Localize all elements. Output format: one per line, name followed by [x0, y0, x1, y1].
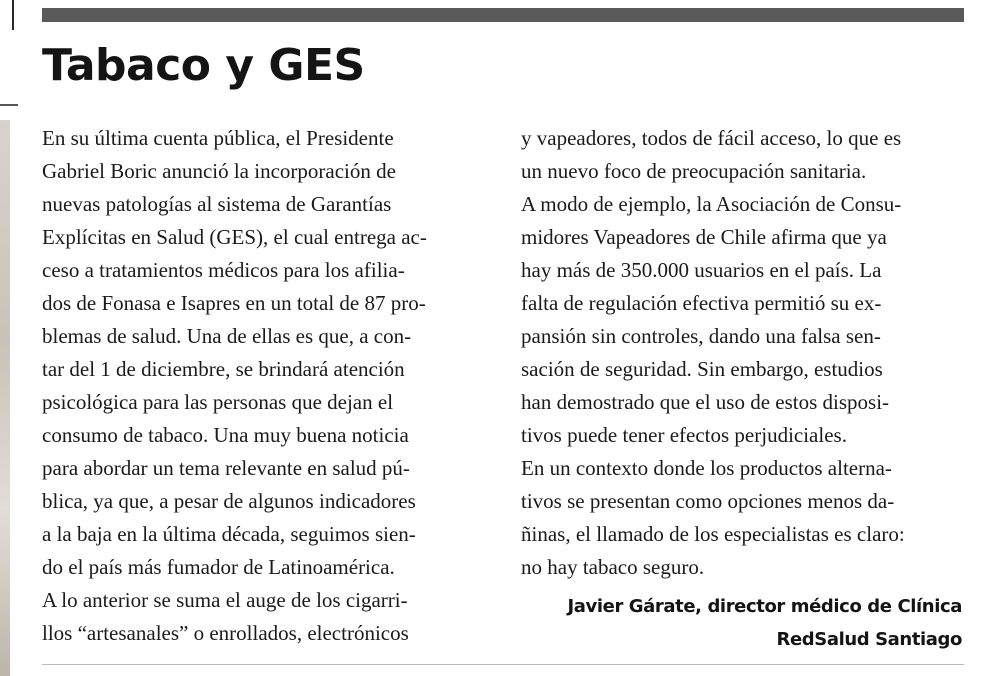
section-top-bar — [42, 8, 964, 22]
article-column-right — [521, 122, 967, 584]
article-text-line: y vapeadores, todos de fácil acceso, lo que es — [521, 126, 902, 150]
article-text-line: A lo anterior se suma el auge de los cigarri- — [42, 588, 408, 612]
adjacent-rule-vertical — [12, 0, 14, 30]
article-text-line: no hay tabaco seguro. — [521, 555, 705, 579]
article-text-line: ñinas, el llamado de los especialistas es claro: — [521, 522, 905, 546]
article-text-line: psicológica para las personas que dejan el — [42, 390, 394, 414]
article-column-left — [42, 122, 482, 650]
author-signature-line2: RedSalud Santiago — [776, 629, 962, 650]
article-text-line: Gabriel Boric anunció la incorporación de — [42, 159, 396, 183]
article-text-line: falta de regulación efectiva permitió su ex- — [521, 291, 882, 315]
article-headline: Tabaco y GES — [42, 40, 365, 91]
adjacent-rule-horizontal — [0, 104, 18, 106]
bottom-rule — [42, 664, 964, 665]
article-text-line: tivos puede tener efectos perjudiciales. — [521, 423, 847, 447]
article-text-line: ceso a tratamientos médicos para los afilia- — [42, 258, 405, 282]
article-text-line: En un contexto donde los productos alterna- — [521, 456, 892, 480]
article-text-line: consumo de tabaco. Una muy buena noticia — [42, 423, 409, 447]
article-text-line: nuevas patologías al sistema de Garantías — [42, 192, 392, 216]
article-text-line: dos de Fonasa e Isapres en un total de 87 pro- — [42, 291, 426, 315]
article-text-line: hay más de 350.000 usuarios en el país. La — [521, 258, 882, 282]
article-text-line: tivos se presentan como opciones menos da- — [521, 489, 895, 513]
article-text-line: A modo de ejemplo, la Asociación de Consu- — [521, 192, 902, 216]
article-text-line: sación de seguridad. Sin embargo, estudios — [521, 357, 883, 381]
article-text-line: han demostrado que el uso de estos disposi- — [521, 390, 890, 414]
article-text-line: blemas de salud. Una de ellas es que, a con- — [42, 324, 412, 348]
article-text-line: tar del 1 de diciembre, se brindará atención — [42, 357, 405, 381]
article-text-line: do el país más fumador de Latinoamérica. — [42, 555, 395, 579]
author-signature-line1: Javier Gárate, director médico de Clínica — [567, 596, 962, 617]
article-text-line: un nuevo foco de preocupación sanitaria. — [521, 159, 867, 183]
article-text-line: midores Vapeadores de Chile afirma que ya — [521, 225, 887, 249]
article-text-line: llos “artesanales” o enrollados, electrónicos — [42, 621, 409, 645]
adjacent-photo-fragment — [0, 120, 10, 676]
article-text-line: pansión sin controles, dando una falsa sen- — [521, 324, 881, 348]
article-text-line: blica, ya que, a pesar de algunos indicadores — [42, 489, 416, 513]
article-text-line: En su última cuenta pública, el Presidente — [42, 126, 394, 150]
article-text-line: Explícitas en Salud (GES), el cual entrega ac- — [42, 225, 427, 249]
article-text-line: a la baja en la última década, seguimos sien- — [42, 522, 416, 546]
adjacent-page-edge — [0, 0, 22, 676]
article-text-line: para abordar un tema relevante en salud pú- — [42, 456, 410, 480]
